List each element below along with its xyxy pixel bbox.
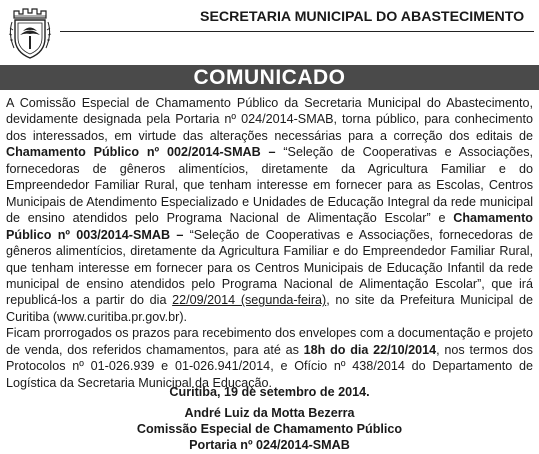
comunicado-banner: COMUNICADO	[0, 65, 539, 90]
paragraph-2	[6, 325, 533, 391]
header-title: SECRETARIA MUNICIPAL DO ABASTECIMENTO	[200, 9, 525, 25]
p1-call-002: Chamamento Público nº 002/2014-SMAB –	[6, 145, 276, 160]
p2-text-c: , nos termos dos Protocolos nº 01-026.939 e 01-026.941/2014, e Ofício nº 438/2014 do Departamento de Logística da Secretaria Municipal da Educação.	[6, 342, 533, 390]
paragraph-1	[6, 95, 533, 325]
p2-deadline: 18h do dia 22/10/2014	[303, 342, 437, 357]
p1-republish-date: 22/09/2014 (segunda-feira)	[172, 293, 327, 308]
header-divider	[60, 31, 534, 32]
signatory-ref: Portaria nº 024/2014-SMAB	[189, 438, 350, 453]
p2-text-a: Ficam prorrogados os prazos para recebimento dos envelopes com a documentação e projeto de venda, dos referidos chamamentos, para até as	[6, 326, 533, 357]
signature-block	[0, 405, 539, 454]
signatory-role: Comissão Especial de Chamamento Público	[136, 422, 403, 437]
p1-text-g: , no site da Prefeitura Municipal de Curitiba (www.curitiba.pr.gov.br).	[6, 293, 533, 324]
signatory-name: André Luiz da Motta Bezerra	[184, 406, 355, 420]
coat-of-arms-icon	[6, 4, 54, 62]
p1-call-003: Chamamento Público nº 003/2014-SMAB –	[6, 211, 533, 242]
p1-text-c: “Seleção de Cooperativas e Associações, fornecedoras de gêneros alimentícios, diretamente da Agricultura Familiar e do Empreendedor Familiar Rural, que tenham interesse em fornecer para as Escolas, Centros Municipais de Atendimento Especializado e Unidades de Educação Integral da rede municipal de ensino atendidos pelo Programa Nacional de Alimentação Escolar” e	[6, 145, 533, 226]
p1-text-a: A Comissão Especial de Chamamento Público da Secretaria Municipal do Abastecimento, devidamente designada pela Portaria nº 024/2014-SMAB, torna público, para conhecimento dos interessados, em virtude das alterações necessárias para a correção dos editais de	[6, 96, 533, 143]
notice-body	[6, 95, 533, 391]
p1-text-e: “Seleção de Cooperativas e Associações, fornecedoras de gêneros alimentícios, diretamente da Agricultura Familiar e do Empreendedor Familiar Rural, que tenham interesse em fornecer para os Centros Municipais de Educação Infantil da rede municipal de ensino atendidos pelo Programa Nacional de Alimentação Escolar”, que irá republicá-los a partir do dia	[6, 227, 533, 308]
dateline: Curitiba, 19 de setembro de 2014.	[169, 385, 370, 399]
